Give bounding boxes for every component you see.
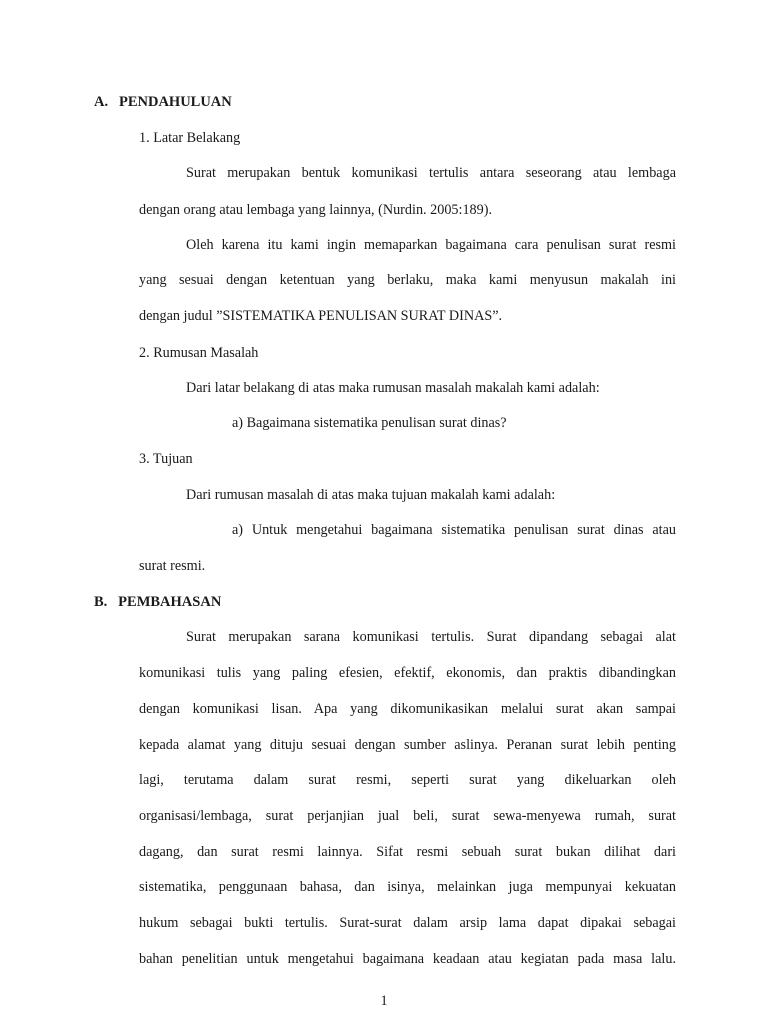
paragraph-line: Surat merupakan bentuk komunikasi tertulis antara seseorang atau lembaga [186,165,676,181]
page-number: 1 [380,993,388,1009]
paragraph-line: Oleh karena itu kami ingin memaparkan bagaimana cara penulisan surat resmi [186,237,676,253]
paragraph-line: Surat merupakan sarana komunikasi tertulis. Surat dipandang sebagai alat [186,629,676,645]
section-heading-pembahasan: B. PEMBAHASAN [94,594,222,610]
paragraph-line: komunikasi tulis yang paling efesien, efektif, ekonomis, dan praktis dibandingkan [139,665,676,681]
paragraph-line: kepada alamat yang dituju sesuai dengan sumber aslinya. Peranan surat lebih penting [139,737,676,753]
subheading-rumusan-masalah: 2. Rumusan Masalah [139,345,259,361]
paragraph-line: Dari rumusan masalah di atas maka tujuan makalah kami adalah: [186,487,556,503]
list-item-continuation: surat resmi. [139,558,206,574]
paragraph-line: hukum sebagai bukti tertulis. Surat-surat dalam arsip lama dapat dipakai sebagai [139,915,676,931]
paragraph-line: bahan penelitian untuk mengetahui bagaimana keadaan atau kegiatan pada masa lalu. [139,951,676,967]
section-heading-pendahuluan: A. PENDAHULUAN [94,94,232,110]
paragraph-line: yang sesuai dengan ketentuan yang berlaku, maka kami menyusun makalah ini [139,272,676,288]
paragraph-line: dengan komunikasi lisan. Apa yang dikomunikasikan melalui surat akan sampai [139,701,676,717]
subheading-latar-belakang: 1. Latar Belakang [139,130,241,146]
list-item: a) Untuk mengetahui bagaimana sistematika penulisan surat dinas atau [232,522,676,538]
subheading-tujuan: 3. Tujuan [139,451,193,467]
paragraph-line: dengan judul ”SISTEMATIKA PENULISAN SURAT DINAS”. [139,308,503,324]
paragraph-line: dengan orang atau lembaga yang lainnya, (Nurdin. 2005:189). [139,202,493,218]
paragraph-line: sistematika, penggunaan bahasa, dan isinya, melainkan juga mempunyai kekuatan [139,879,676,895]
paragraph-line: organisasi/lembaga, surat perjanjian jual beli, surat sewa-menyewa rumah, surat [139,808,676,824]
paragraph-line: Dari latar belakang di atas maka rumusan masalah makalah kami adalah: [186,380,600,396]
list-item: a) Bagaimana sistematika penulisan surat dinas? [232,415,507,431]
paragraph-line: dagang, dan surat resmi lainnya. Sifat resmi sebuah surat bukan dilihat dari [139,844,676,860]
paragraph-line: lagi, terutama dalam surat resmi, seperti surat yang dikeluarkan oleh [139,772,676,788]
